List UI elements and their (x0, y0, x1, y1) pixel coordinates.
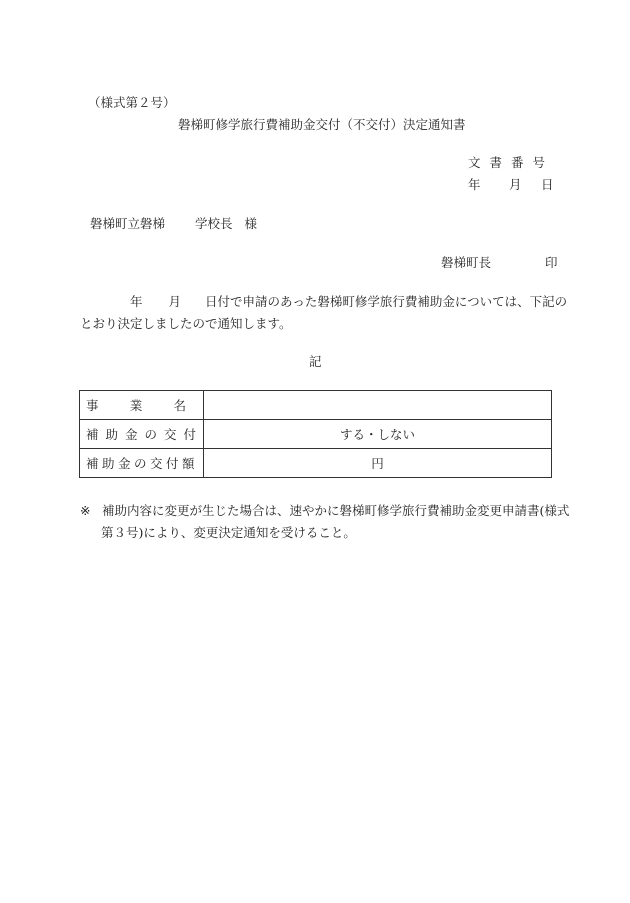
form-number: （様式第２号） (88, 95, 176, 110)
body-paragraph-line-1 (130, 292, 567, 310)
body-month: 月 (168, 294, 182, 309)
sender (441, 253, 558, 271)
project-name-label-char: 事 (86, 398, 99, 413)
document-number-label: 文書番号 (468, 155, 555, 170)
body-year: 年 (130, 294, 143, 309)
note-text-1: 補助内容に変更が生じた場合は、速やかに磐梯町修学旅行費補助金変更申請書(様式 (102, 503, 570, 518)
project-name-label-char: 業 (129, 398, 143, 413)
note-line-2: 第３号)により、変更決定通知を受けること。 (101, 525, 356, 540)
project-name-value (204, 391, 552, 420)
body-text: 日付で申請のあった磐梯町修学旅行費補助金については、下記の (205, 294, 568, 309)
project-name-label (86, 396, 186, 414)
table-row (80, 391, 552, 420)
project-name-label-char: 名 (173, 398, 186, 413)
recipient-honorific: 様 (244, 216, 258, 231)
date-month-label: 月 (509, 177, 522, 192)
note-mark: ※ (80, 503, 91, 518)
recipient (90, 214, 257, 232)
subsidy-amount-value: 円 (204, 449, 552, 478)
table-row (80, 449, 552, 478)
date-day-label: 日 (541, 177, 554, 192)
body-paragraph-line-2: とおり決定しましたので通知します。 (80, 316, 292, 331)
subsidy-amount-label: 補助金の交付額 (80, 449, 204, 478)
subsidy-table (79, 390, 552, 478)
note-line-1 (80, 501, 569, 519)
subsidy-grant-label: 補助金の交付 (80, 420, 204, 449)
document-title: 磐梯町修学旅行費補助金交付（不交付）決定通知書 (178, 117, 466, 132)
recipient-school-prefix: 磐梯町立磐梯 (90, 216, 166, 231)
sender-seal: 印 (545, 255, 558, 270)
table-row (80, 420, 552, 449)
date-year-label: 年 (468, 177, 481, 192)
recipient-school-suffix: 学校長 (195, 216, 233, 231)
table-label-cell (80, 391, 204, 420)
sender-name: 磐梯町長 (441, 255, 492, 270)
subsidy-grant-value: する・しない (204, 420, 552, 449)
ki-heading: 記 (309, 354, 322, 369)
